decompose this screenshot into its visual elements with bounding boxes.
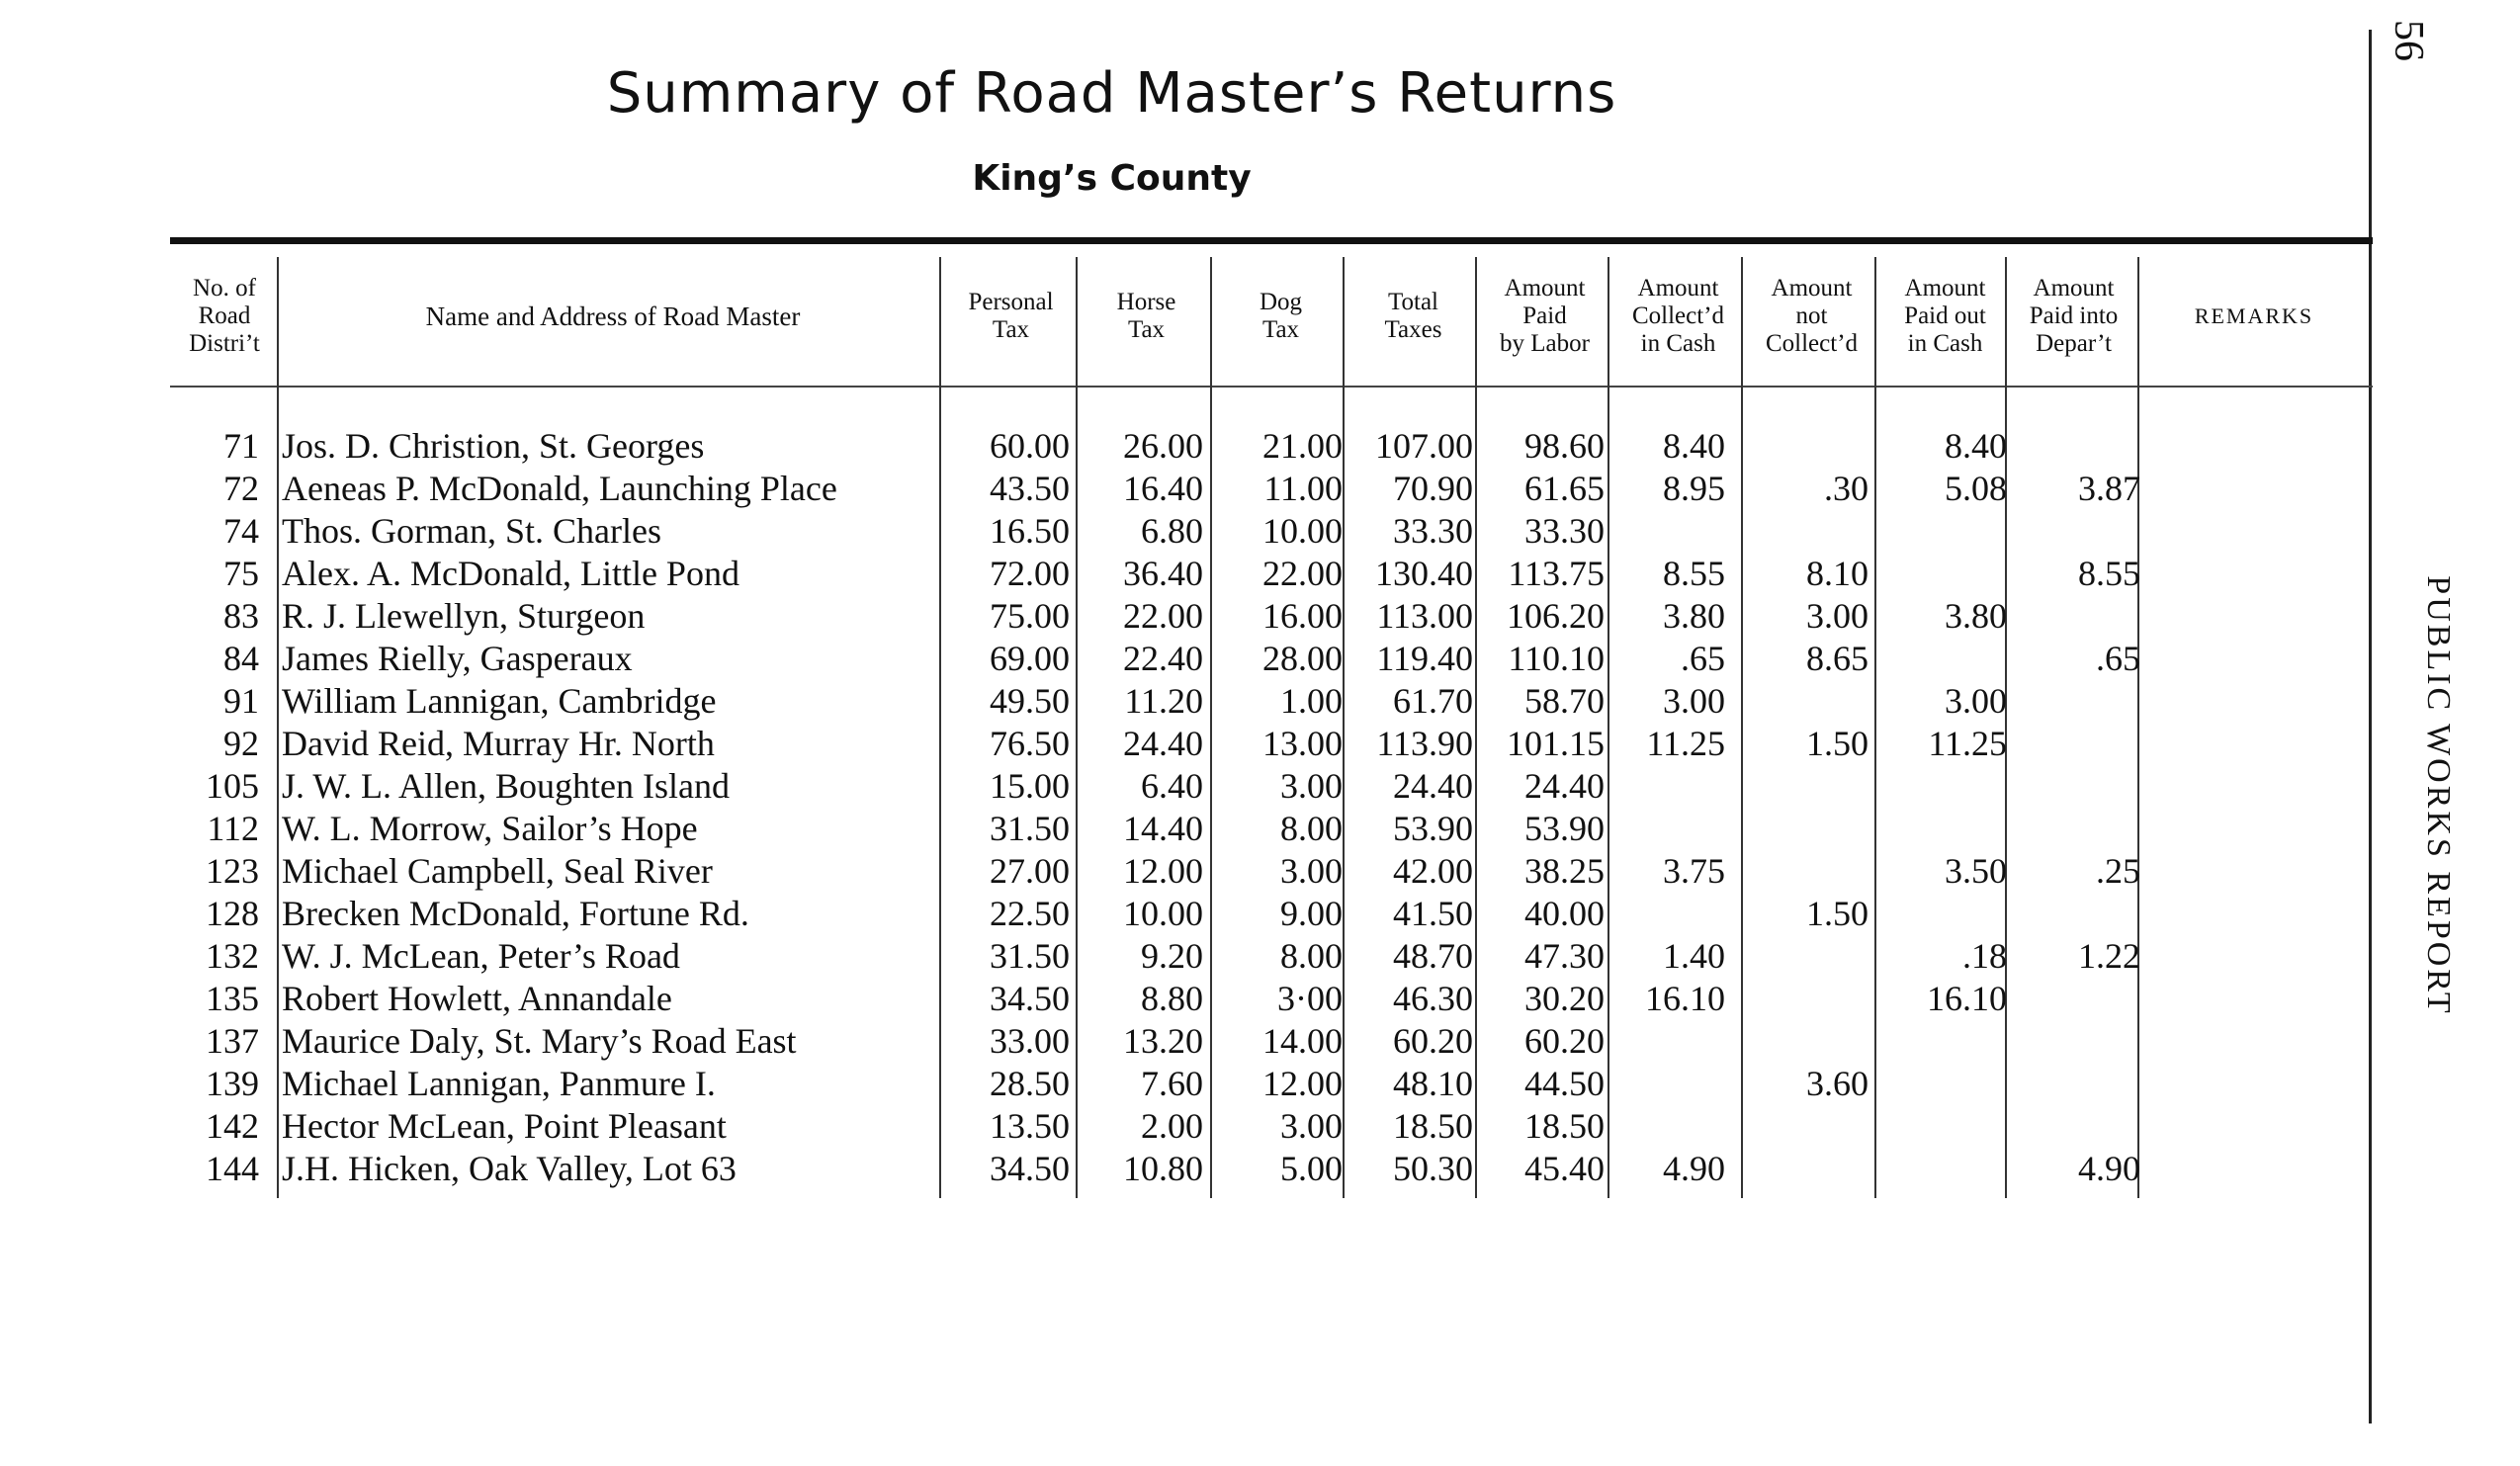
cell-paid-into-department: .65	[2096, 639, 2140, 678]
cell-road-master: Alex. A. McDonald, Little Pond	[282, 554, 739, 593]
cell-personal-tax: 49.50	[990, 681, 1070, 721]
cell-personal-tax: 31.50	[990, 809, 1070, 848]
cell-road-district: 72	[223, 469, 259, 508]
cell-road-master: William Lannigan, Cambridge	[282, 681, 717, 721]
header-not-collected: Amount not Collect’d	[1765, 275, 1859, 357]
cell-dog-tax: 21.00	[1262, 426, 1343, 466]
table-body	[0, 425, 2520, 1190]
cell-paid-by-labor: 98.60	[1524, 426, 1605, 466]
cell-paid-out-in-cash	[1873, 1063, 2007, 1105]
cell-paid-into-department: .25	[2096, 851, 2140, 891]
table-row	[0, 1020, 2520, 1063]
cell-horse-tax: 36.40	[1123, 554, 1203, 593]
cell-paid-by-labor: 60.20	[1524, 1021, 1605, 1061]
cell-total-taxes: 41.50	[1393, 894, 1473, 933]
cell-total-taxes: 70.90	[1393, 469, 1473, 508]
cell-paid-into-department: 3.87	[2078, 469, 2140, 508]
cell-personal-tax: 72.00	[990, 554, 1070, 593]
cell-road-master: R. J. Llewellyn, Sturgeon	[282, 596, 646, 636]
cell-collected-in-cash: 3.80	[1663, 596, 1725, 636]
cell-horse-tax: 7.60	[1141, 1064, 1203, 1103]
cell-road-master: W. J. McLean, Peter’s Road	[282, 936, 680, 976]
cell-road-master: David Reid, Murray Hr. North	[282, 724, 715, 763]
cell-paid-out-in-cash: 11.25	[1928, 724, 2007, 763]
cell-horse-tax: 10.00	[1123, 894, 1203, 933]
table-row	[0, 680, 2520, 723]
cell-road-master: Jos. D. Christion, St. Georges	[282, 426, 705, 466]
header-total-taxes: Total Taxes	[1384, 289, 1442, 343]
cell-total-taxes: 50.30	[1393, 1149, 1473, 1188]
cell-not-collected: 8.10	[1806, 554, 1868, 593]
cell-horse-tax: 16.40	[1123, 469, 1203, 508]
cell-collected-in-cash: .65	[1681, 639, 1725, 678]
cell-paid-by-labor: 101.15	[1507, 724, 1605, 763]
header-paid-by-labor: Amount Paid by Labor	[1500, 275, 1590, 357]
table-row	[0, 808, 2520, 850]
cell-paid-by-labor: 38.25	[1524, 851, 1605, 891]
cell-road-master: Maurice Daly, St. Mary’s Road East	[282, 1021, 797, 1061]
cell-not-collected: .30	[1824, 469, 1868, 508]
cell-road-district: 71	[223, 426, 259, 466]
table-row	[0, 935, 2520, 978]
cell-road-district: 123	[206, 851, 259, 891]
cell-personal-tax: 60.00	[990, 426, 1070, 466]
cell-paid-out-in-cash	[1873, 1105, 2007, 1148]
cell-road-master: W. L. Morrow, Sailor’s Hope	[282, 809, 698, 848]
cell-collected-in-cash	[1611, 765, 1725, 808]
cell-not-collected: 8.65	[1806, 639, 1868, 678]
side-running-title: PUBLIC WORKS REPORT	[2420, 575, 2457, 1016]
cell-paid-out-in-cash: 5.08	[1945, 469, 2007, 508]
cell-total-taxes: 48.10	[1393, 1064, 1473, 1103]
cell-total-taxes: 48.70	[1393, 936, 1473, 976]
cell-paid-into-department	[2007, 1105, 2140, 1148]
table-row	[0, 510, 2520, 553]
cell-collected-in-cash	[1611, 808, 1725, 850]
cell-road-district: 135	[206, 979, 259, 1018]
cell-collected-in-cash	[1611, 510, 1725, 553]
cell-paid-into-department	[2007, 808, 2140, 850]
cell-paid-out-in-cash	[1873, 510, 2007, 553]
cell-paid-by-labor: 40.00	[1524, 894, 1605, 933]
cell-total-taxes: 107.00	[1375, 426, 1473, 466]
header-horse-tax: Horse Tax	[1116, 289, 1176, 343]
cell-dog-tax: 8.00	[1280, 936, 1343, 976]
cell-not-collected	[1735, 510, 1868, 553]
cell-collected-in-cash: 16.10	[1645, 979, 1725, 1018]
cell-paid-by-labor: 33.30	[1524, 511, 1605, 551]
cell-dog-tax: 10.00	[1262, 511, 1343, 551]
cell-collected-in-cash	[1611, 1105, 1725, 1148]
cell-paid-into-department	[2007, 1063, 2140, 1105]
cell-dog-tax: 28.00	[1262, 639, 1343, 678]
table-top-rule	[170, 237, 2373, 244]
cell-not-collected	[1735, 425, 1868, 468]
cell-personal-tax: 27.00	[990, 851, 1070, 891]
cell-total-taxes: 60.20	[1393, 1021, 1473, 1061]
cell-road-district: 137	[206, 1021, 259, 1061]
cell-not-collected: 3.60	[1806, 1064, 1868, 1103]
cell-road-district: 84	[223, 639, 259, 678]
cell-dog-tax: 3·00	[1277, 979, 1343, 1018]
cell-total-taxes: 130.40	[1375, 554, 1473, 593]
cell-horse-tax: 9.20	[1141, 936, 1203, 976]
cell-paid-out-in-cash	[1873, 1020, 2007, 1063]
cell-road-master: Brecken McDonald, Fortune Rd.	[282, 894, 749, 933]
cell-paid-by-labor: 47.30	[1524, 936, 1605, 976]
table-row	[0, 850, 2520, 893]
cell-total-taxes: 46.30	[1393, 979, 1473, 1018]
cell-dog-tax: 3.00	[1280, 851, 1343, 891]
cell-dog-tax: 11.00	[1263, 469, 1343, 508]
cell-dog-tax: 1.00	[1280, 681, 1343, 721]
cell-paid-by-labor: 30.20	[1524, 979, 1605, 1018]
cell-personal-tax: 33.00	[990, 1021, 1070, 1061]
cell-paid-out-in-cash: 8.40	[1945, 426, 2007, 466]
cell-paid-by-labor: 58.70	[1524, 681, 1605, 721]
cell-road-master: Thos. Gorman, St. Charles	[282, 511, 661, 551]
cell-dog-tax: 3.00	[1280, 1106, 1343, 1146]
cell-paid-by-labor: 61.65	[1524, 469, 1605, 508]
cell-collected-in-cash: 4.90	[1663, 1149, 1725, 1188]
header-road-master: Name and Address of Road Master	[425, 302, 801, 331]
cell-horse-tax: 6.80	[1141, 511, 1203, 551]
cell-road-district: 92	[223, 724, 259, 763]
cell-personal-tax: 31.50	[990, 936, 1070, 976]
table-row	[0, 765, 2520, 808]
table-row	[0, 1063, 2520, 1105]
cell-paid-by-labor: 106.20	[1507, 596, 1605, 636]
table-row	[0, 723, 2520, 765]
cell-road-district: 105	[206, 766, 259, 806]
cell-not-collected	[1735, 680, 1868, 723]
page-title: Summary of Road Master’s Returns	[606, 61, 1617, 126]
cell-not-collected	[1735, 978, 1868, 1020]
cell-personal-tax: 69.00	[990, 639, 1070, 678]
cell-personal-tax: 43.50	[990, 469, 1070, 508]
cell-paid-into-department: 4.90	[2078, 1149, 2140, 1188]
cell-total-taxes: 113.90	[1376, 724, 1473, 763]
table-row	[0, 978, 2520, 1020]
cell-personal-tax: 15.00	[990, 766, 1070, 806]
cell-paid-by-labor: 110.10	[1508, 639, 1605, 678]
cell-horse-tax: 6.40	[1141, 766, 1203, 806]
cell-horse-tax: 13.20	[1123, 1021, 1203, 1061]
table-row	[0, 425, 2520, 468]
cell-dog-tax: 13.00	[1262, 724, 1343, 763]
cell-not-collected	[1735, 1105, 1868, 1148]
cell-paid-into-department	[2007, 680, 2140, 723]
cell-not-collected	[1735, 765, 1868, 808]
cell-total-taxes: 113.00	[1376, 596, 1473, 636]
header-paid-into-department: Amount Paid into Depar’t	[2029, 275, 2119, 357]
cell-dog-tax: 16.00	[1262, 596, 1343, 636]
cell-road-district: 139	[206, 1064, 259, 1103]
cell-personal-tax: 28.50	[990, 1064, 1070, 1103]
header-road-district: No. of Road Distri’t	[189, 275, 260, 357]
cell-paid-into-department	[2007, 510, 2140, 553]
cell-horse-tax: 12.00	[1123, 851, 1203, 891]
cell-road-master: J. W. L. Allen, Boughten Island	[282, 766, 730, 806]
cell-horse-tax: 8.80	[1141, 979, 1203, 1018]
cell-paid-into-department	[2007, 425, 2140, 468]
cell-dog-tax: 9.00	[1280, 894, 1343, 933]
cell-road-district: 144	[206, 1149, 259, 1188]
cell-road-master: Aeneas P. McDonald, Launching Place	[282, 469, 837, 508]
cell-road-master: Hector McLean, Point Pleasant	[282, 1106, 727, 1146]
cell-road-district: 83	[223, 596, 259, 636]
header-dog-tax: Dog Tax	[1259, 289, 1303, 343]
cell-paid-into-department: 8.55	[2078, 554, 2140, 593]
cell-not-collected	[1735, 808, 1868, 850]
cell-dog-tax: 12.00	[1262, 1064, 1343, 1103]
cell-dog-tax: 8.00	[1280, 809, 1343, 848]
cell-horse-tax: 26.00	[1123, 426, 1203, 466]
cell-not-collected: 3.00	[1806, 596, 1868, 636]
cell-paid-by-labor: 18.50	[1524, 1106, 1605, 1146]
cell-collected-in-cash: 8.95	[1663, 469, 1725, 508]
table-row	[0, 1148, 2520, 1190]
header-remarks: REMARKS	[2194, 303, 2314, 328]
cell-paid-into-department	[2007, 765, 2140, 808]
cell-collected-in-cash: 1.40	[1663, 936, 1725, 976]
cell-horse-tax: 2.00	[1141, 1106, 1203, 1146]
cell-horse-tax: 24.40	[1123, 724, 1203, 763]
header-personal-tax: Personal Tax	[968, 289, 1054, 343]
cell-dog-tax: 3.00	[1280, 766, 1343, 806]
cell-road-master: James Rielly, Gasperaux	[282, 639, 633, 678]
table-row	[0, 595, 2520, 638]
cell-total-taxes: 33.30	[1393, 511, 1473, 551]
cell-paid-out-in-cash	[1873, 808, 2007, 850]
cell-total-taxes: 61.70	[1393, 681, 1473, 721]
cell-horse-tax: 22.00	[1123, 596, 1203, 636]
cell-paid-out-in-cash: 3.00	[1945, 681, 2007, 721]
cell-dog-tax: 22.00	[1262, 554, 1343, 593]
cell-paid-by-labor: 53.90	[1524, 809, 1605, 848]
cell-personal-tax: 76.50	[990, 724, 1070, 763]
table-row	[0, 553, 2520, 595]
cell-paid-by-labor: 113.75	[1508, 554, 1605, 593]
cell-total-taxes: 24.40	[1393, 766, 1473, 806]
cell-road-master: J.H. Hicken, Oak Valley, Lot 63	[282, 1149, 737, 1188]
cell-horse-tax: 14.40	[1123, 809, 1203, 848]
cell-paid-out-in-cash	[1873, 765, 2007, 808]
cell-collected-in-cash: 8.55	[1663, 554, 1725, 593]
cell-not-collected: 1.50	[1806, 724, 1868, 763]
header-collected-in-cash: Amount Collect’d in Cash	[1631, 275, 1725, 357]
cell-paid-into-department: 1.22	[2078, 936, 2140, 976]
page-number: 56	[2386, 20, 2431, 61]
cell-road-district: 128	[206, 894, 259, 933]
cell-not-collected	[1735, 850, 1868, 893]
cell-road-district: 142	[206, 1106, 259, 1146]
cell-total-taxes: 119.40	[1376, 639, 1473, 678]
cell-paid-by-labor: 45.40	[1524, 1149, 1605, 1188]
cell-personal-tax: 13.50	[990, 1106, 1070, 1146]
cell-personal-tax: 34.50	[990, 979, 1070, 1018]
cell-collected-in-cash	[1611, 1020, 1725, 1063]
cell-paid-out-in-cash	[1873, 1148, 2007, 1190]
cell-paid-into-department	[2007, 595, 2140, 638]
cell-road-district: 112	[207, 809, 259, 848]
page-subtitle: King’s County	[972, 158, 1252, 199]
cell-paid-out-in-cash: 16.10	[1927, 979, 2007, 1018]
cell-collected-in-cash	[1611, 893, 1725, 935]
header-paid-out-in-cash: Amount Paid out in Cash	[1904, 275, 1986, 357]
table-row	[0, 893, 2520, 935]
cell-paid-out-in-cash	[1873, 638, 2007, 680]
cell-total-taxes: 53.90	[1393, 809, 1473, 848]
cell-collected-in-cash: 8.40	[1663, 426, 1725, 466]
cell-collected-in-cash: 3.00	[1663, 681, 1725, 721]
cell-paid-into-department	[2007, 1020, 2140, 1063]
cell-dog-tax: 5.00	[1280, 1149, 1343, 1188]
cell-collected-in-cash: 3.75	[1663, 851, 1725, 891]
cell-road-district: 91	[223, 681, 259, 721]
cell-personal-tax: 22.50	[990, 894, 1070, 933]
cell-personal-tax: 75.00	[990, 596, 1070, 636]
cell-not-collected	[1735, 1020, 1868, 1063]
cell-road-district: 75	[223, 554, 259, 593]
cell-total-taxes: 18.50	[1393, 1106, 1473, 1146]
cell-horse-tax: 22.40	[1123, 639, 1203, 678]
cell-personal-tax: 16.50	[990, 511, 1070, 551]
cell-horse-tax: 11.20	[1124, 681, 1203, 721]
table-header-rule	[170, 386, 2373, 388]
cell-collected-in-cash	[1611, 1063, 1725, 1105]
cell-paid-out-in-cash: 3.50	[1945, 851, 2007, 891]
table-row	[0, 468, 2520, 510]
cell-paid-into-department	[2007, 978, 2140, 1020]
cell-horse-tax: 10.80	[1123, 1149, 1203, 1188]
cell-road-master: Michael Lannigan, Panmure I.	[282, 1064, 716, 1103]
cell-road-district: 132	[206, 936, 259, 976]
cell-paid-out-in-cash: 3.80	[1945, 596, 2007, 636]
cell-paid-out-in-cash: .18	[1962, 936, 2007, 976]
cell-paid-into-department	[2007, 893, 2140, 935]
cell-road-district: 74	[223, 511, 259, 551]
cell-paid-by-labor: 44.50	[1524, 1064, 1605, 1103]
cell-paid-out-in-cash	[1873, 893, 2007, 935]
cell-paid-out-in-cash	[1873, 553, 2007, 595]
table-row	[0, 1105, 2520, 1148]
cell-dog-tax: 14.00	[1262, 1021, 1343, 1061]
cell-road-master: Michael Campbell, Seal River	[282, 851, 713, 891]
cell-total-taxes: 42.00	[1393, 851, 1473, 891]
cell-not-collected	[1735, 935, 1868, 978]
cell-road-master: Robert Howlett, Annandale	[282, 979, 672, 1018]
cell-collected-in-cash: 11.25	[1646, 724, 1725, 763]
cell-paid-by-labor: 24.40	[1524, 766, 1605, 806]
cell-not-collected: 1.50	[1806, 894, 1868, 933]
cell-personal-tax: 34.50	[990, 1149, 1070, 1188]
table-row	[0, 638, 2520, 680]
cell-not-collected	[1735, 1148, 1868, 1190]
cell-paid-into-department	[2007, 723, 2140, 765]
